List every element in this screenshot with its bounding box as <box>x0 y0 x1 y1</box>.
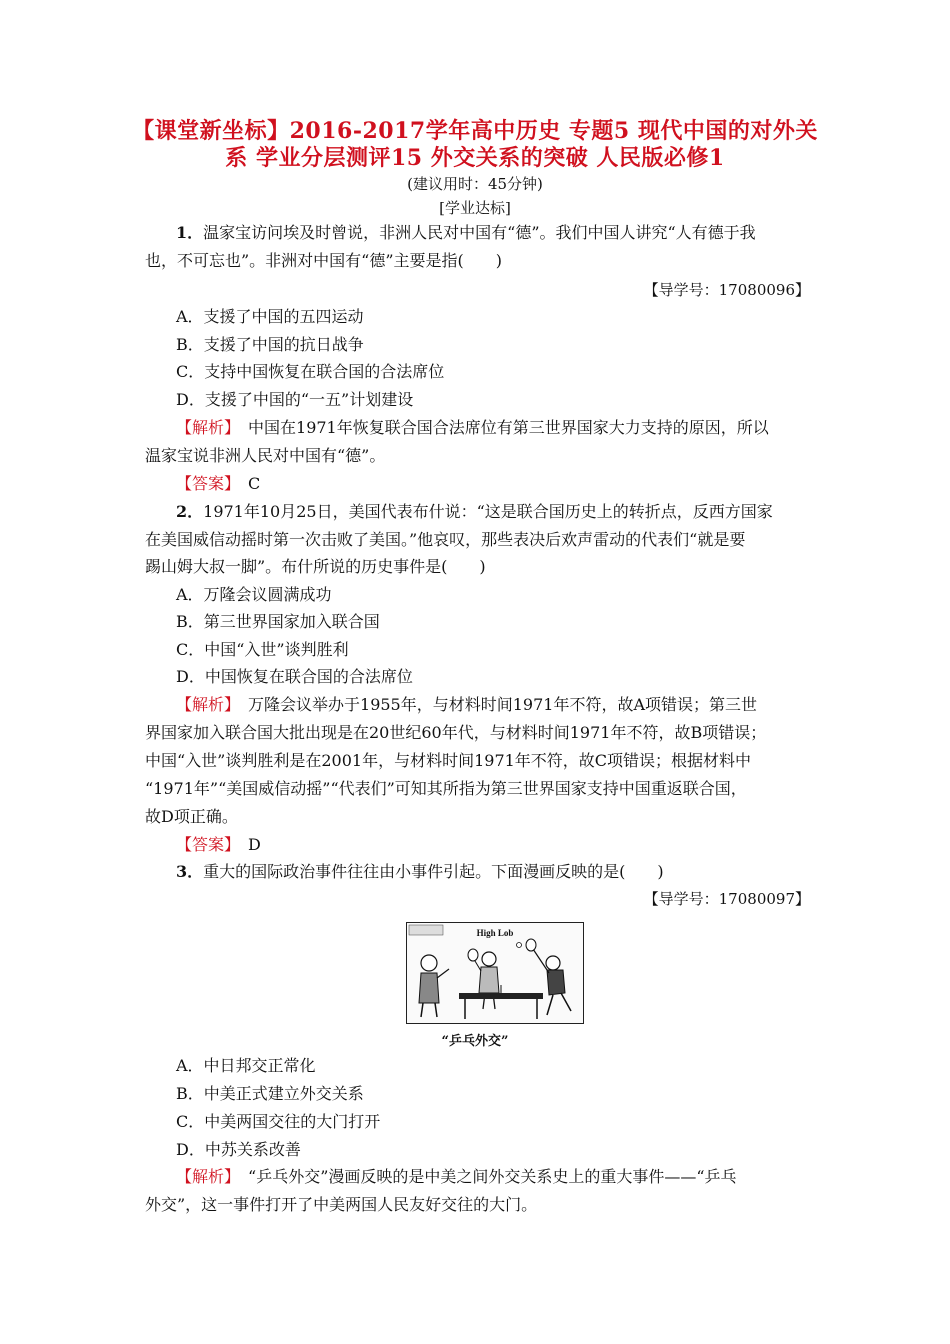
q3-analysis-line-2: 外交”，这一事件打开了中美两国人民友好交往的大门。 <box>145 1195 538 1214</box>
cartoon-title: High Lob <box>476 928 514 938</box>
q3-analysis-tag: 【解析】 <box>176 1167 233 1186</box>
q1-option-b: B．支援了中国的抗日战争 <box>176 335 364 354</box>
q3-option-a: A．中日邦交正常化 <box>176 1056 316 1075</box>
q2-analysis-line-4: “1971年”“美国威信动摇”“代表们”可知其所指为第三世界国家支持中国重返联合国， <box>145 779 747 798</box>
q3-guide-number: 【导学号：17080097】 <box>643 890 810 908</box>
ping-pong-cartoon-image <box>406 922 584 1024</box>
q3-number: 3． <box>176 862 204 881</box>
q3-stem-line-1: 3．重大的国际政治事件往往由小事件引起。下面漫画反映的是( ) <box>176 862 664 881</box>
q2-option-d: D．中国恢复在联合国的合法席位 <box>176 667 413 686</box>
title-line-1: 【课堂新坐标】2016-2017学年高中历史 专题5 现代中国的对外关 <box>132 118 818 144</box>
q2-option-b: B．第三世界国家加入联合国 <box>176 612 380 631</box>
q2-analysis-line-5: 故D项正确。 <box>145 807 238 826</box>
cartoon-drawing <box>407 923 583 1023</box>
q3-option-b: B．中美正式建立外交关系 <box>176 1084 364 1103</box>
q3-option-d: D．中苏关系改善 <box>176 1140 301 1159</box>
q1-answer: 【答案】 C <box>176 474 261 493</box>
q2-number: 2． <box>176 502 204 521</box>
section-heading: [学业达标] <box>439 199 511 217</box>
cartoon-caption: “乒乓外交” <box>441 1034 509 1049</box>
q1-analysis-line-2: 温家宝说非洲人民对中国有“德”。 <box>145 446 386 465</box>
q2-analysis-line-2: 界国家加入联合国大批出现是在20世纪60年代，与材料时间1971年不符，故B项错误； <box>145 723 767 742</box>
q1-option-a: A．支援了中国的五四运动 <box>176 307 364 326</box>
q2-stem-line-1: 2．1971年10月25日，美国代表布什说：“这是联合国历史上的转折点，反西方国家 <box>176 502 773 521</box>
q2-stem-line-3: 踢山姆大叔一脚”。布什所说的历史事件是( ) <box>145 557 486 576</box>
q2-option-a: A．万隆会议圆满成功 <box>176 585 332 604</box>
q2-option-c: C．中国“入世”谈判胜利 <box>176 640 349 659</box>
q1-analysis-line-1: 【解析】 中国在1971年恢复联合国合法席位有第三世界国家大力支持的原因，所以 <box>176 418 769 437</box>
q2-analysis-line-1: 【解析】 万隆会议举办于1955年，与材料时间1971年不符，故A项错误；第三世 <box>176 695 758 714</box>
document-title <box>120 118 830 172</box>
q1-option-d: D．支援了中国的“一五”计划建设 <box>176 390 414 409</box>
q1-guide-number: 【导学号：17080096】 <box>643 281 810 299</box>
q1-analysis-tag: 【解析】 <box>176 418 233 437</box>
time-hint: (建议用时：45分钟) <box>407 175 543 193</box>
q2-answer: 【答案】 D <box>176 835 261 854</box>
q1-number: 1． <box>176 223 204 242</box>
q2-stem-line-2: 在美国威信动摇时第一次击败了美国。”他哀叹，那些表决后欢声雷动的代表们“就是要 <box>145 530 746 549</box>
q1-stem-line-2: 也，不可忘也”。非洲对中国有“德”主要是指( ) <box>145 251 503 270</box>
q2-analysis-line-3: 中国“入世”谈判胜利是在2001年，与材料时间1971年不符，故C项错误；根据材料中 <box>145 751 752 770</box>
q1-option-c: C．支持中国恢复在联合国的合法席位 <box>176 362 445 381</box>
q2-answer-tag: 【答案】 <box>176 835 233 854</box>
q2-analysis-tag: 【解析】 <box>176 695 233 714</box>
q3-analysis-line-1: 【解析】 “乒乓外交”漫画反映的是中美之间外交关系史上的重大事件——“乒乓 <box>176 1167 737 1186</box>
q3-option-c: C．中美两国交往的大门打开 <box>176 1112 381 1131</box>
q1-answer-tag: 【答案】 <box>176 474 233 493</box>
q1-stem-line-1: 1．温家宝访问埃及时曾说，非洲人民对中国有“德”。我们中国人讲究“人有德于我 <box>176 223 756 242</box>
title-line-2: 系 学业分层测评15 外交关系的突破 人民版必修1 <box>225 145 725 171</box>
